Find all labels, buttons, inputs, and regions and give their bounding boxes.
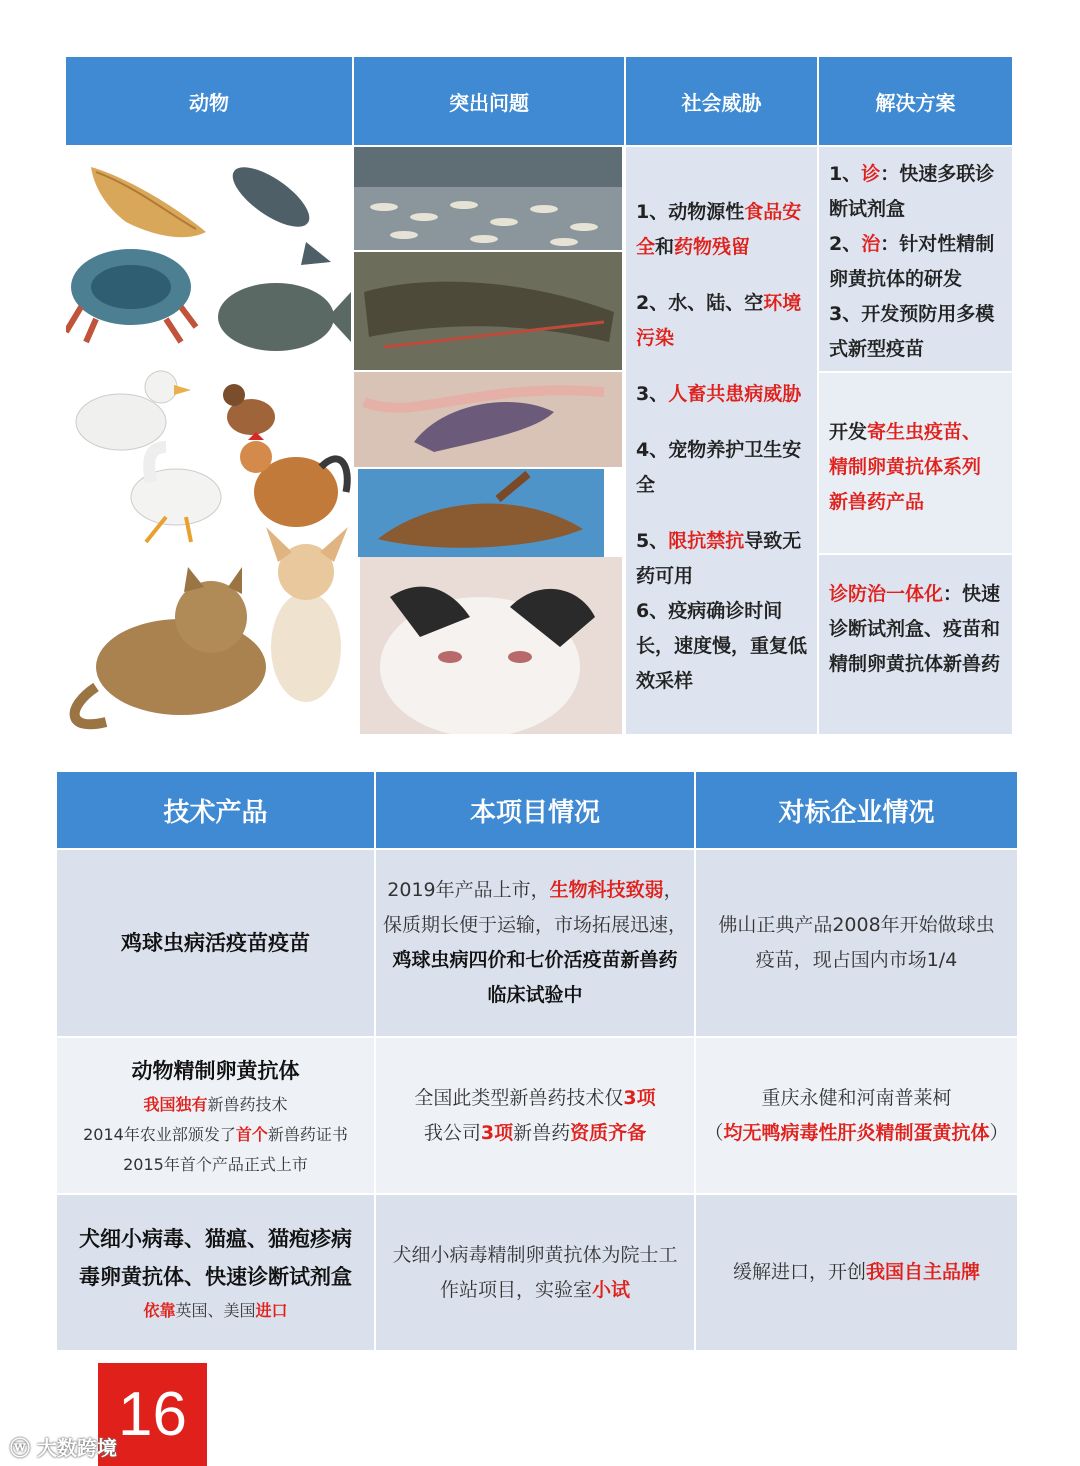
watermark-logo-icon: ⓦ — [10, 1436, 30, 1460]
row1-project-line3: 鸡球虫病四价和七价活疫苗新兽药 — [392, 949, 678, 971]
header-solutions: 解决方案 — [819, 57, 1012, 145]
header-benchmark: 对标企业情况 — [696, 772, 1017, 848]
threat-3: 3、人畜共患病威胁 — [636, 383, 802, 405]
shrimp-icon — [91, 167, 206, 237]
solution-block-2 — [819, 373, 1012, 553]
row3-benchmark-line1: 缓解进口，开创我国自主品牌 — [732, 1261, 981, 1283]
row1-benchmark — [696, 850, 1017, 1036]
duckling-icon — [223, 384, 275, 435]
row1-project — [376, 850, 696, 1036]
row3-product-line2: 毒卵黄抗体、快速诊断试剂盒 — [79, 1264, 352, 1289]
threat-2: 2、水、陆、空环境污染 — [636, 292, 802, 349]
problem-solution-table — [66, 57, 1012, 734]
row2-product-name: 动物精制卵黄抗体 — [131, 1058, 300, 1083]
row2-product-sub1: 我国独有新兽药技术 — [143, 1094, 288, 1114]
cat-icon — [75, 567, 266, 724]
sick-kitten-image — [360, 557, 622, 734]
row3-product — [57, 1195, 376, 1350]
diseased-shrimp-image — [354, 252, 622, 370]
tilapia-icon — [218, 283, 351, 351]
animals-image — [66, 147, 354, 734]
row2-project — [376, 1038, 696, 1193]
solution-products: 开发寄生虫疫苗、 精制卵黄抗体系列 新兽药产品 — [829, 421, 982, 513]
row2-project-line2: 我公司3项新兽药资质齐备 — [423, 1121, 647, 1144]
crab-icon — [66, 249, 196, 342]
row1-product — [57, 850, 376, 1036]
header-problems: 突出问题 — [354, 57, 626, 145]
row2-product — [57, 1038, 376, 1193]
page-number: 16 — [98, 1363, 207, 1466]
row2-project-line1: 全国此类型新兽药技术仅3项 — [414, 1086, 656, 1109]
row3-project — [376, 1195, 696, 1350]
row1-project-line4: 临床试验中 — [487, 984, 583, 1006]
row2-benchmark-line1: 重庆永健和河南普莱柯 — [761, 1086, 952, 1109]
dead-duck-image — [358, 469, 604, 557]
header-threats: 社会威胁 — [626, 57, 819, 145]
solution-block-3 — [819, 555, 1012, 734]
row1-project-line1: 2019年产品上市，生物科技致弱， — [387, 879, 683, 901]
threat-5: 5、限抗禁抗导致无药可用 — [636, 530, 802, 587]
solution-diagnose: 1、诊：快速多联诊断试剂盒 — [829, 163, 995, 220]
row1-product-name: 鸡球虫病活疫苗疫苗 — [121, 931, 310, 955]
fish-icon — [224, 156, 331, 265]
header-project-status: 本项目情况 — [376, 772, 696, 848]
rooster-icon — [240, 432, 347, 527]
watermark-text: 大数跨境 — [36, 1436, 117, 1460]
row2-benchmark — [696, 1038, 1017, 1193]
row2-product-sub2: 2014年农业部颁发了首个新兽药证书 — [83, 1124, 348, 1144]
threat-4: 4、宠物养护卫生安全 — [636, 439, 802, 496]
row3-project-line2: 作站项目，实验室小试 — [439, 1278, 631, 1301]
threats-cell — [626, 147, 817, 734]
row1-benchmark-line1: 佛山正典产品2008年开始做球虫 — [718, 914, 995, 936]
poultry-intestine-image — [354, 372, 622, 467]
header-animals: 动物 — [66, 57, 354, 145]
goose-icon — [131, 447, 221, 542]
product-comparison-table — [57, 772, 1017, 1350]
row3-project-line1: 犬细小病毒精制卵黄抗体为院士工 — [392, 1243, 678, 1266]
dog-icon — [266, 527, 348, 702]
watermark — [10, 1432, 117, 1461]
row3-benchmark — [696, 1195, 1017, 1350]
row2-benchmark-line2: （均无鸭病毒性肝炎精制蛋黄抗体） — [704, 1121, 1009, 1144]
threat-6: 6、疫病确诊时间长，速度慢，重复低效采样 — [636, 600, 808, 692]
solution-vaccine: 3、开发预防用多模式新型疫苗 — [829, 303, 995, 360]
row3-product-line1: 犬细小病毒、猫瘟、猫疱疹病 — [79, 1226, 352, 1251]
row1-benchmark-line2: 疫苗，现占国内市场1/4 — [755, 949, 958, 971]
row3-product-sub: 依靠英国、美国进口 — [143, 1300, 288, 1320]
dead-fish-pond-image — [354, 147, 622, 250]
solution-treat: 2、治：针对性精制卵黄抗体的研发 — [829, 233, 995, 290]
row2-product-sub3: 2015年首个产品正式上市 — [123, 1154, 308, 1174]
solution-integrated: 诊防治一体化：快速诊断试剂盒、疫苗和精制卵黄抗体新兽药 — [829, 583, 1001, 675]
row1-project-line2: 保质期长便于运输，市场拓展迅速， — [382, 914, 687, 936]
threat-1: 1、动物源性食品安全和药物残留 — [636, 201, 802, 258]
header-tech-product: 技术产品 — [57, 772, 376, 848]
solution-block-1 — [819, 147, 1012, 371]
duck-icon — [76, 371, 191, 450]
